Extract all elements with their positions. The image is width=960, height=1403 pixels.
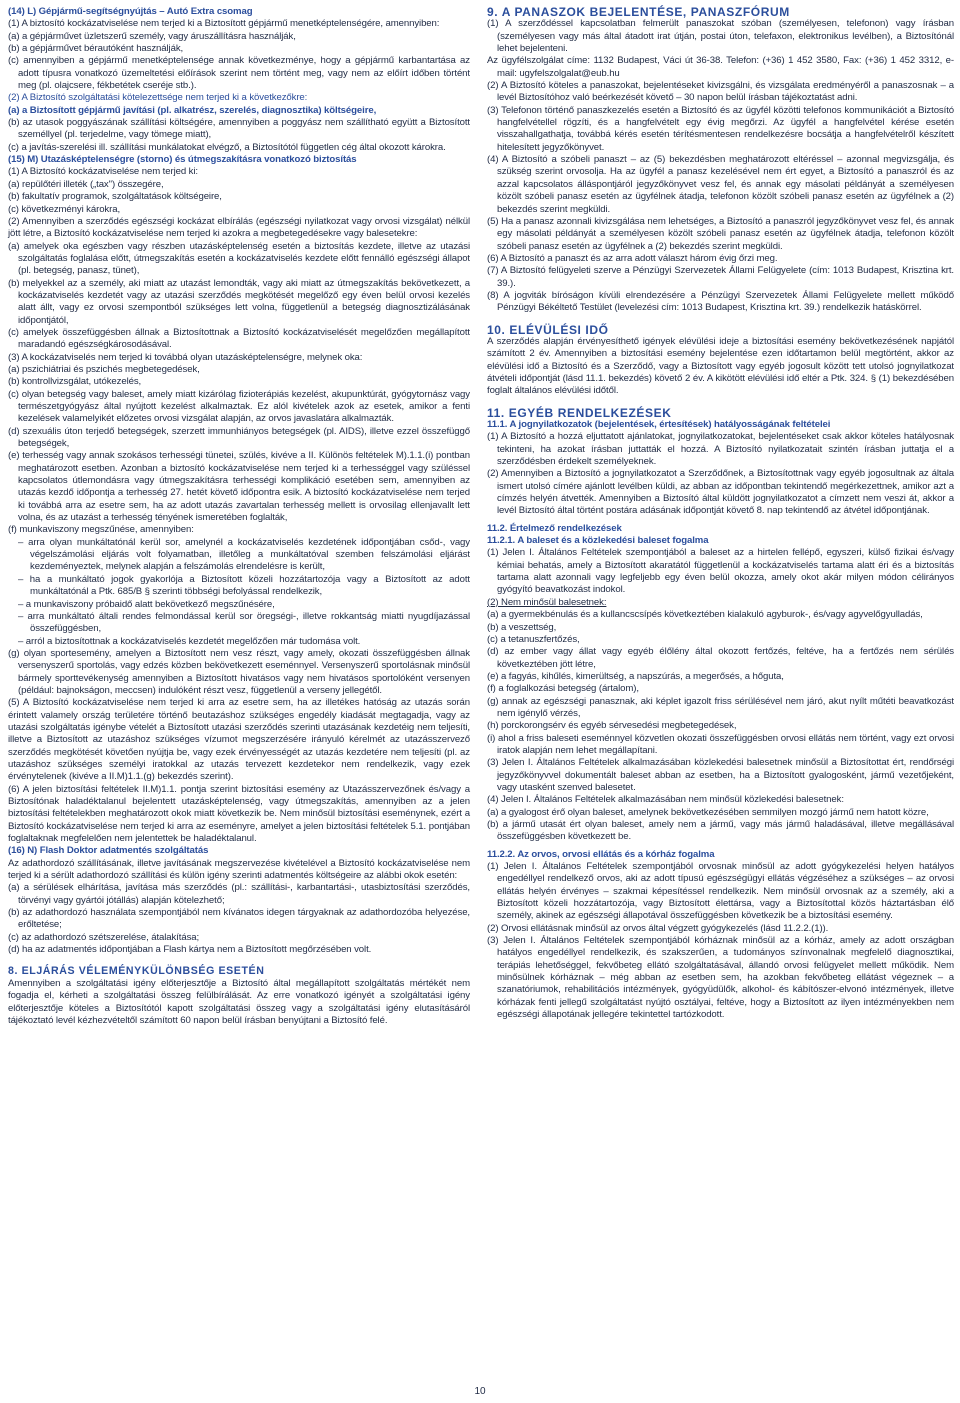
paragraph: (1) A Biztosító a hozzá eljuttatott ajánlatokat, jognyilatkozatokat, bejelentéseket csak akkor köteles hatályosnak tekinteni, ha azokat írásban juttatták el hozzá. A Biztosító nyilatkozatait szintén írásban juttatja el a szerződésben érdekelt személyeknek. [487,431,954,468]
paragraph: (1) Jelen I. Általános Feltételek szempontjából orvosnak minősül az adott gyógykezelési helyen hatályos engedéllyel rendelkező orvos, aki az adott típusú egészségügyi ellátás végzéséhez a szükséges – az orvosi ellátás helyén érvényes – szakmai képesítéssel rendelkezik. Nem minősül orvosnak az a személy, aki a Biztosított közeli hozzátartozója, vagy Biztosított élettársa, vagy a Biztosítottal közös háztartásban élő személy, akinek az egészségi állapotával összefüggésben következik be a biztosítási esemény. [487,861,954,922]
list-item: (g) annak az egészségi panasznak, aki képlet igazolt friss sérülésével nem járó, akut nyílt műtéti beavatkozást nem igénylő vérzés, [487,695,954,719]
paragraph: (2) A Biztosító köteles a panaszokat, bejelentéseket kivizsgálni, és vizsgálata eredményéről a panaszosnak – a levél Biztosítóhoz való beérkezését követő – 30 napon belül írásban tájékoztatást adni. [487,80,954,104]
paragraph: (3) Jelen I. Általános Feltételek alkalmazásában közlekedési balesetnek minősül a Biztosítottat ért, rendőrségi jegyzőkönyvvel dokumentált baleset abban az esetben, ha a Biztosított gyalogosként, jármű vezetőjeként, vagy utasként szenved balesetet. [487,757,954,793]
list-item: – arra olyan munkáltatónál kerül sor, amelynél a kockázatviselés kezdetének időpontjában csőd-, vagy végelszámolási eljárás volt folyamatban, illetőleg a munkáltatóval szemben felszámolási eljárást kezdeményeztek, melynek alapján a felszámolás elrendelésre is került, [18,536,470,573]
page-number: 10 [474,1386,486,1397]
list-item: (b) a gépjárművet bérautóként használják, [8,43,184,55]
paragraph: (2) Orvosi ellátásnak minősül az orvos által végzett gyógykezelés (lásd 11.2.2.(1)). [487,922,829,934]
paragraph: (2) A Biztosító szolgáltatási kötelezettsége nem terjed ki a következőkre: [8,92,308,104]
list-item: (c) következményi károkra, [8,203,121,215]
paragraph: (1) A szerződéssel kapcsolatban felmerült panaszokat szóban (személyesen, telefonon) vagy írásban (személyesen vagy más által átadott irat útján, postai úton, telefaxon, elektronikus levélben), a Biztosítónál lehet bejelenteni. [487,18,954,55]
list-item: (b) az adathordozó használata szempontjából nem kívánatos idegen tárgyaknak az adathordozóba helyezése, erőltetése; [8,907,470,931]
list-item: (f) munkaviszony megszűnése, amennyiben: [8,524,194,536]
left-column [8,6,470,1027]
list-item: (c) olyan betegség vagy baleset, amely miatt kizárólag fizioterápiás kezelést, akupunktúrát, gyógytornász vagy természetgyógyász által nyújtott kezelést alkalmaztak. Ez alól kivételek azok az esetek, amikor a fenti kezelések valamelyikét előzetes orvosi vizsgálat alapján, az orvos javaslatára alkalmazták. [8,388,470,425]
list-item: (i) ahol a friss baleseti eseménnyel közvetlen okozati összefüggésben orvosi ellátás nem történt, vagy ezt orvosi iratok alapján nem lehet megállapítani. [487,732,954,756]
section-heading: (14) L) Gépjármű-segítségnyújtás – Autó Extra csomag [8,6,253,17]
section-title: 10. ELÉVÜLÉSI IDŐ [487,322,609,337]
list-item: (d) az ember vagy állat vagy egyéb élőlény által okozott fertőzés, feltéve, ha a fertőzés nem sérülés következtében jött létre, [487,646,954,670]
list-item: (b) a veszettség, [487,621,557,633]
subsection-heading: 11.1. A jognyilatkozatok (bejelentések, értesítések) hatályosságának feltételei [487,419,831,430]
section-heading: (16) N) Flash Doktor adatmentés szolgáltatás [8,845,209,857]
section-title: 9. A PANASZOK BEJELENTÉSE, PANASZFÓRUM [487,5,790,19]
paragraph: (1) A Biztosító kockázatviselése nem terjed ki: [8,166,198,178]
paragraph: (4) A Biztosító a szóbeli panaszt – az (5) bekezdésben meghatározott eltéréssel – azonnal megvizsgálja, és szükség szerint orvosolja. Ha az ügyfél a panasz kezelésével nem ért egyet, a Biztosító a panaszról és az azzal kapcsolatos álláspontjáról jegyzőkönyvet vesz fel, és annak egy másolati példányát a személyesen közölt szóbeli panasz esetén az ügyfélnek átadja, telefonon közölt szóbeli panasz esetén az ügyfélnek a (2) bekezdés szerint megküldi. [487,154,954,215]
list-item: (a) pszichiátriai és pszichés megbetegedések, [8,363,200,375]
list-item: – a munkaviszony próbaidő alatt bekövetkező megszűnésére, [18,598,275,610]
list-item: (e) a fagyás, kihűlés, kimerültség, a napszúrás, a megerősés, a hőguta, [487,670,784,682]
paragraph: (8) A jogviták bíróságon kívüli elrendezésére a Pénzügyi Szervezetek Állami Felügyelete mellett működő Pénzügyi Békéltető Testület (levelezési cím: 1013 Budapest, Krisztina krt. 39.) rendelkezik hatáskörrel. [487,289,954,314]
list-item: (a) a gépjárművet üzletszerű személy, vagy áruszállításra használják, [8,30,296,42]
paragraph: (3) A kockázatviselés nem terjed ki továbbá olyan utazásképtelenségre, melynek oka: [8,351,363,363]
paragraph: (2) Amennyiben a Biztosító a jognyilatkozatot a Szerződőnek, a Biztosítottnak vagy egyéb jogosultnak az általa ismert utolsó címére ajánlott levélben küldi, az abban az időpontban tekintendő megérkezettnek, amikor azt a címzés helyén átvették. Amennyiben a Biztosító által küldött jognyilatkozatot a címzett nem veszi át, akkor a levél Biztosító által történt postára adásának időpontját követő 8. nap tekintendő az átvétel időpontjának. [487,468,954,517]
subsection-heading: 11.2.1. A baleset és a közlekedési baleset fogalma [487,535,709,547]
list-item: (a) a gyalogost érő olyan baleset, amelynek bekövetkezésében semmilyen mozgó jármű nem hatott közre, [487,806,929,818]
subsection-heading: 11.2. Értelmező rendelkezések [487,522,622,534]
contact-info: Az ügyfélszolgálat címe: 1132 Budapest, Váci út 36-38. Telefon: (+36) 1 452 3580, Fax: (+36) 1 452 3312, e-mail: ugyfelszolgalat@eub.hu [487,55,954,79]
list-item: – arra munkáltató általi rendes felmondással kerül sor öregségi-, illetve rokkantság miatti nyugdíjazással összefüggésben, [18,610,470,635]
list-item: (c) az adathordozó szétszerelése, átalakítása; [8,931,200,943]
paragraph: (6) A jelen biztosítási feltételek II.M)1.1. pontja szerint biztosítási esemény az Utazásszervezőnek és/vagy a Biztosítónak haladéktalanul bejelentett utazásképtelenség, vagy útmegszakítás, amennyiben az a jelen biztosítási feltételekben meghatározott okok miatt következik be. Nem minősül biztosítási eseménynek, ezért a Biztosító kockázatviselése nem terjed ki arra az eseményre, amelyet a jelen biztosítási feltételek 5.1. pontjában foglaltaknak megfelelően nem jelentettek be haladéktalanul. [8,783,470,845]
list-item: (a) repülőtéri illeték („tax") összegére, [8,178,164,190]
list-item: (e) terhesség vagy annak szokásos terhességi tünetei, szülés, kivéve a II. Különös feltételek M).1.1.(i) pontban meghatározott esetben. Azonban a biztosító kockázatviselése nem terjed ki a terhességgel vagy szüléssel kapcsolatos útlemondásra vagy útmegszakításra terhességi komplikáció esetében sem, amennyiben az utazás kezdő időpontja a terhesség 27. hetét követő időpontra esik. A biztosító kockázatviselése nem terjed ki továbbá arra az esetre sem, ha az adott utazás zavartalan terhesség mellett is orvosilag ellenjavallt lett volna, és az utazást a terhesség tényének ismeretében foglalták, [8,450,470,524]
list-item: (c) a tetanuszfertőzés, [487,633,580,645]
paragraph: (2) Amennyiben a szerződés egészségi kockázat elbírálás (egészségi nyilatkozat vagy orvosi vizsgálat) nélkül jött létre, a Biztosító kockázatviselése nem terjed ki azokra a megbetegedésekre vagy balesetekre: [8,215,470,240]
paragraph: (1) Jelen I. Általános Feltételek szempontjából a baleset az a hirtelen fellépő, egyszeri, külső fizikai és/vagy kémiai behatás, amely a Biztosított akaratától függetlenül a kockázatviselés tartama alatt éri és a biztosítás tartama alatt azonnali vagy legfeljebb egy éven belül okozza, amely okot akár milyen módon célirányos gyógyító beavatkozást indokol. [487,547,954,596]
list-item: (a) amelyek oka egészben vagy részben utazásképtelenség esetén a biztosítás kezdete, illetve az utazási szolgáltatás foglalása előtt, útmegszakítás esetén a kockázatviselés kezdete előtt fennálló egészségi állapot (pl. betegség, panasz, tünet), [8,240,470,277]
paragraph: Az adathordozó szállításának, illetve javításának megszervezése kivételével a Biztosító kockázatviselése nem terjed ki a sérült adathordozó szállítási és külön igény szerinti adatmentés költségeire az alábbi okok esetén: [8,857,470,882]
list-item: – arról a biztosítottnak a kockázatviselés kezdetét megelőzően már tudomása volt. [18,635,361,647]
list-item: (f) a foglalkozási betegség (ártalom), [487,683,639,695]
list-item: (b) az utasok poggyászának szállítási költségére, amennyiben a poggyász nem szállítható együtt a Biztosított személlyel (pl. terjedelme, vagy tömege miatt), [8,117,470,141]
paragraph: (1) A biztosító kockázatviselése nem terjed ki a Biztosított gépjármű menetképtelenségére, amennyiben: [8,18,440,30]
list-item: (b) a jármű utasát ért olyan baleset, amely nem a jármű, vagy más jármű haladásával, illetve megállásával összefüggésben következett be. [487,819,954,843]
list-item: (c) amennyiben a gépjármű menetképtelensége annak következménye, hogy a gépjármű karbantartása az adott típusra vonatkozó üzemeltetési előírások szerint nem történt meg, vagy nem az előírt időben történt meg (pl. olajcsere, fékbetétek cseréje stb.). [8,55,470,92]
list-item: (b) melyekkel az a személy, aki miatt az utazást lemondták, vagy aki miatt az útmegszakítás bekövetkezett, a kockázatviselés kezdetét vagy az utazási szerződés megkötését megelőző egy éven belül orvosi kezelés alatt állt, vagy ez orvosi szempontból szükséges lett volna, függetlenül a betegség diagnosztizálásának időpontjától, [8,277,470,326]
list-item: – ha a munkáltató jogok gyakorlója a Biztosított közeli hozzátartozója vagy a Biztosított az adott munkáltatónál a Ptk. 685/B § szerinti többségi befolyással rendelkezik, [18,573,470,598]
list-item: (d) ha az adatmentés időpontjában a Flash kártya nem a Biztosított megőrzésében volt. [8,944,372,956]
list-item: (h) porckorongsérv és egyéb sérvesedési megbetegedések, [487,720,737,732]
subsection-heading: 11.2.2. Az orvos, orvosi ellátás és a kórház fogalma [487,848,715,860]
paragraph: (4) Jelen I. Általános Feltételek alkalmazásában nem minősül közlekedési balesetnek: [487,794,844,806]
section-heading: (15) M) Utazásképtelenségre (storno) és útmegszakításra vonatkozó biztosítás [8,154,357,166]
list-item: (a) a gyermekbénulás és a kullancscsípés következtében kialakuló agyburok-, és/vagy agyvelőgyulladás, [487,609,923,621]
paragraph: (7) A Biztosító felügyeleti szerve a Pénzügyi Szervezetek Állami Felügyelete (cím: 1013 Budapest, Krisztina krt. 39.). [487,265,954,289]
list-item: (g) olyan sportesemény, amelyen a Biztosított nem vesz részt, vagy amely, okozati összefüggésben állnak versenyszerű sportolás, vagy edzés közben bekövetkezett eseménnyel. Versenyszerű sportolásnak minősül bármely sporttevékenység amennyiben a Biztosított hivatásos vagy nem hivatásos sportolóként versenyen (például: bajnokságon, meccsen) indulóként részt vesz, függetlenül a verseny jellegétől. [8,647,470,696]
list-item: (b) kontrollvizsgálat, utókezelés, [8,376,142,388]
paragraph: (2) Nem minősül balesetnek: [487,596,607,608]
paragraph: (6) A Biztosító a panaszt és az arra adott választ három évig őrzi meg. [487,252,778,264]
paragraph: (3) Telefonon történő panaszkezelés esetén a Biztosító és az ügyfél közötti telefonos kommunikációt a Biztosító hangfelvétellel rögzíti, és a hangfelvételt egy évig megőrzi. Az ügyfél a hangfelvétel kérése esetén visszahallgathatja, továbbá kérés esetén térítésmentesen rendelkezésre bocsátja a hangfelvételről készített hitelesített jegyzőkönyvet. [487,104,954,153]
list-item: (b) fakultatív programok, szolgáltatások költségeire, [8,191,222,203]
section-title: 8. ELJÁRÁS VÉLEMÉNYKÜLÖNBSÉG ESETÉN [8,965,265,978]
paragraph: (5) A Biztosító kockázatviselése nem terjed ki arra az esetre sem, ha az illetékes hatóság az utazás során érintett valamely ország területére történő beutazáshoz szükséges engedély kiadását megtagadja, vagy az utazási szolgáltatás igénybe vételét a Biztosított utazási szerződés szerinti utazásának kezdetéig nem teljesíti, illetve a Biztosított az utazáshoz szükséges vízumot megszerzésére irányuló kérelmét az utazásszervező szerződés megkötését követően nyújtja be, vagy ezek érvényességét az utazás kezdetére nem teljesíti (pl. az utazáshoz szükséges személyi iratokkal az utazás tervezett kezdetekor nem rendelkezik, vagy ezek érvénytelenek (kivéve a II.M)1.1.(g) bekezdés szerint). [8,697,470,783]
paragraph: (3) Jelen I. Általános Feltételek szempontjából kórháznak minősül az a kórház, amely az adott országban hatályos engedéllyel rendelkezik, és szakszerűen, a tudományos színvonalnak megfelelő diagnosztikai, terápiás lehetőséggel, fekvőbeteg ellátó szolgáltatásával, állandó orvosi felügyelet mellett működik. Nem minősülnek kórháznak – még abban az esetben sem, ha azokban fekvőbeteg ellátást végeznek – a szanatóriumok, rehabilitációs intézmények, gyógyüdülők, alkohol- és kábítószer-elvonó intézmények, illetve kórházak fenti jellegű szolgáltatást nyújtó osztályai, feltéve, hogy a Biztosított az ilyen intézményekben nem egészségi állapotának jellegére tekintettel tartózkodott. [487,935,954,1021]
list-item: (c) amelyek összefüggésben állnak a Biztosítottnak a Biztosító kockázatviselését megelőzően megállapított maradandó egészségkárosodásával. [8,326,470,351]
section-title: 11. EGYÉB RENDELKEZÉSEK [487,405,672,420]
list-item: (c) a javítás-szerelési ill. szállítási munkálatokat elvégző, a Biztosítótól független cég által okozott károkra. [8,141,446,153]
list-item: (a) a sérülések elhárítása, javítása más szerződés (pl.: szállítási-, karbantartási-, utasbiztosítási szerződés, törvényi vagy gyártói jótállás) alapján kötelezhető; [8,882,470,906]
right-column [487,6,954,1022]
list-item: (a) a Biztosított gépjármű javítási (pl. alkatrész, szerelés, diagnosztika) költségeire, [8,104,377,116]
list-item: (d) szexuális úton terjedő betegségek, szerzett immunhiányos betegségek (pl. AIDS), illetve ezzel összefüggő betegségek, [8,425,470,450]
paragraph: Amennyiben a szolgáltatási igény előterjesztője a Biztosító által megállapított szolgáltatás mértékét nem fogadja el, kérheti a szolgáltatási összeg felülbírálását. Az erre vonatkozó igényét a szolgáltatási igény előterjesztője köteles a Biztosítótól kapott szolgáltatási összeg vagy a szolgáltatási igény elutasításáról tájékoztató levél kézhezvételtől számított 60 napon belül írásban benyújtani a Biztosító felé. [8,977,470,1026]
paragraph: (5) Ha a panasz azonnali kivizsgálása nem lehetséges, a Biztosító a panaszról jegyzőkönyvet vesz fel, és annak egy másolati példányát a személyesen közölt szóbeli panasz esetén az ügyfélnek átadja, telefonon közölt szóbeli panasz esetén az ügyfélnek a (2) bekezdés szerint megküldi. [487,215,954,252]
paragraph: A szerződés alapján érvényesíthető igények elévülési ideje a biztosítási esemény bekövetkezésének napjától számított 2 év. Amennyiben a biztosítási esemény bejelentése ezen időtartamon belül megtörtént, akkor az elévülési idő a Biztosító és a Szerződő, vagy a Biztosított vagy egyéb jogosult között tett utolsó jognyilatkozat átvételi időpontját (lásd 11.1. bekezdés) követő 2 év. A kikötött elévülési idő eltér a Ptk. 324. § (1) bekezdésében foglalt általános elévülési időtől. [487,335,954,397]
